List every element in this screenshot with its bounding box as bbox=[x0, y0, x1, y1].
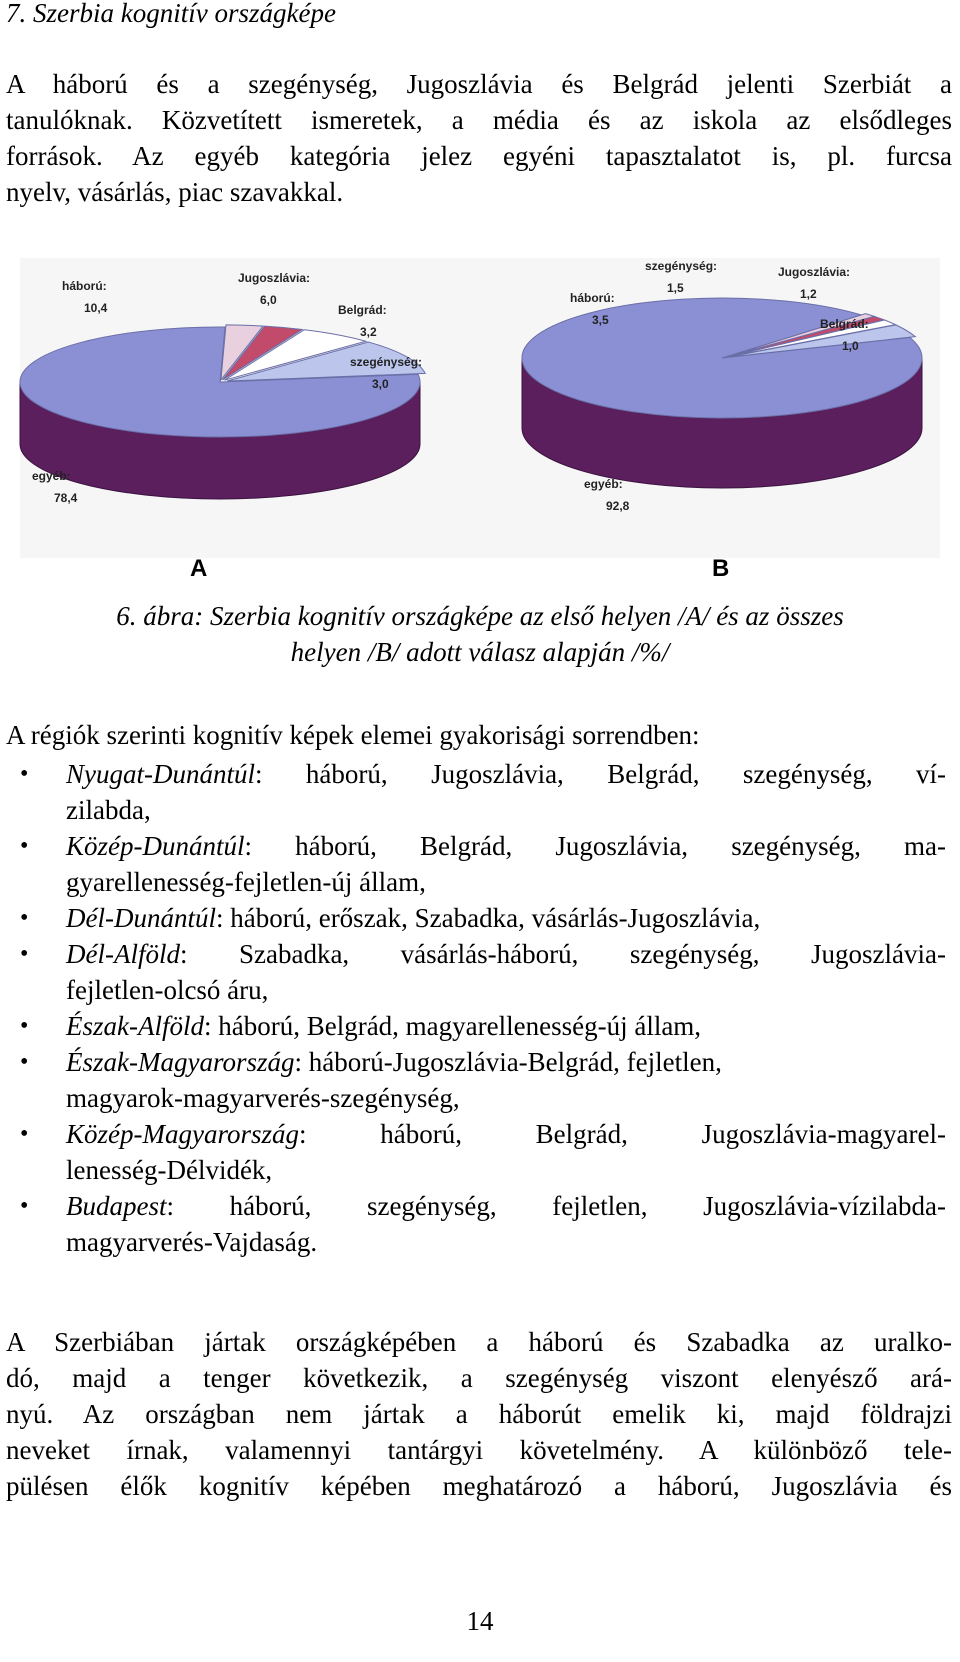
pie-charts bbox=[0, 258, 960, 598]
region-name: Közép-Dunántúl bbox=[66, 831, 245, 861]
closing-line: neveket írnak, valamennyi tantárgyi követelmény. A különböző tele- bbox=[6, 1435, 952, 1465]
closing-line: pülésen élők kognitív képében meghatározó a háború, Jugoszlávia és bbox=[6, 1471, 952, 1501]
region-line bbox=[66, 972, 960, 1008]
region-text: lenesség-Délvidék, bbox=[66, 1155, 273, 1185]
caption-line: 6. ábra: Szerbia kognitív országképe az első helyen /A/ és az összes bbox=[116, 601, 844, 631]
region-line bbox=[66, 1008, 960, 1044]
region-text: fejletlen-olcsó áru, bbox=[66, 975, 269, 1005]
region-text: : Szabadka, vásárlás-háború, szegénység, Jugoszlávia- bbox=[179, 939, 946, 969]
closing-line: A Szerbiában jártak országképében a háború és Szabadka az uralko- bbox=[6, 1327, 952, 1357]
intro-paragraph bbox=[6, 66, 952, 210]
region-line bbox=[66, 1044, 960, 1080]
slice-label: Jugoszlávia: bbox=[778, 265, 851, 279]
page-number: 14 bbox=[466, 1606, 494, 1636]
region-text: gyarellenesség-fejletlen-új állam, bbox=[66, 867, 426, 897]
caption-line: helyen /B/ adott válasz alapján /%/ bbox=[290, 637, 670, 667]
figure-caption bbox=[0, 598, 960, 670]
slice-value-label: 1,2 bbox=[800, 287, 817, 301]
region-line bbox=[66, 756, 946, 792]
region-text: : háború-Jugoszlávia-Belgrád, fejletlen, bbox=[294, 1047, 722, 1077]
bullet-icon: • bbox=[20, 941, 29, 967]
region-name: Észak-Alföld bbox=[66, 1011, 204, 1041]
slice-label: egyéb: bbox=[584, 477, 623, 491]
region-list bbox=[0, 756, 960, 1260]
bullet-icon: • bbox=[20, 1193, 29, 1219]
slice-value-label: 10,4 bbox=[84, 301, 108, 315]
closing-line: nyú. Az országban nem jártak a háborút emelik ki, majd földrajzi bbox=[6, 1399, 952, 1429]
region-text: : háború, Belgrád, magyarellenesség-új állam, bbox=[203, 1011, 702, 1041]
region-list-item bbox=[0, 1044, 960, 1116]
region-name: Észak-Magyarország bbox=[66, 1047, 295, 1077]
region-text: : háború, Belgrád, Jugoszlávia, szegénység, ma- bbox=[244, 831, 946, 861]
panel-label-b: B bbox=[712, 555, 730, 582]
slice-label: szegénység: bbox=[645, 259, 718, 273]
region-list-item bbox=[0, 900, 960, 936]
bullet-icon: • bbox=[20, 1013, 29, 1039]
region-text: magyarok-magyarverés-szegénység, bbox=[66, 1083, 460, 1113]
region-list-item bbox=[0, 1008, 960, 1044]
region-name: Dél-Dunántúl bbox=[66, 903, 216, 933]
slice-value-label: 6,0 bbox=[260, 293, 277, 307]
bullet-icon: • bbox=[20, 1121, 29, 1147]
slice-label: egyéb: bbox=[32, 469, 71, 483]
region-line bbox=[66, 1224, 960, 1260]
region-line bbox=[66, 864, 960, 900]
list-intro: A régiók szerinti kognitív képek elemei gyakorisági sorrendben: bbox=[6, 720, 700, 750]
closing-line: dó, majd a tenger következik, a szegénység viszont elenyésző ará- bbox=[6, 1363, 952, 1393]
region-text: : háború, Jugoszlávia, Belgrád, szegénység, ví- bbox=[255, 759, 946, 789]
bullet-icon: • bbox=[20, 761, 29, 787]
slice-value-label: 3,5 bbox=[592, 313, 609, 327]
section-heading: 7. Szerbia kognitív országképe bbox=[6, 0, 336, 28]
region-name: Közép-Magyarország bbox=[66, 1119, 299, 1149]
region-text: : háború, Belgrád, Jugoszlávia-magyarel- bbox=[299, 1119, 946, 1149]
region-text: zilabda, bbox=[66, 795, 151, 825]
slice-label: szegénység: bbox=[350, 355, 423, 369]
region-text: : háború, erőszak, Szabadka, vásárlás-Jugoszlávia, bbox=[215, 903, 761, 933]
bullet-icon: • bbox=[20, 905, 29, 931]
bullet-icon: • bbox=[20, 1049, 29, 1075]
region-line bbox=[66, 900, 960, 936]
intro-line: nyelv, vásárlás, piac szavakkal. bbox=[6, 177, 344, 207]
region-name: Dél-Alföld bbox=[66, 939, 180, 969]
slice-value-label: 78,4 bbox=[54, 491, 78, 505]
intro-line: tanulóknak. Közvetített ismeretek, a média és az iskola az elsődleges bbox=[6, 105, 952, 135]
region-line bbox=[66, 792, 960, 828]
bullet-icon: • bbox=[20, 833, 29, 859]
closing-paragraph bbox=[6, 1324, 952, 1504]
slice-value-label: 92,8 bbox=[606, 499, 630, 513]
region-list-item bbox=[0, 936, 960, 1008]
intro-line: A háború és a szegénység, Jugoszlávia és Belgrád jelenti Szerbiát a bbox=[6, 69, 952, 99]
region-list-item bbox=[0, 1188, 960, 1260]
region-list-item bbox=[0, 1116, 960, 1188]
slice-label: háború: bbox=[62, 279, 107, 293]
region-line bbox=[66, 1080, 960, 1116]
region-line bbox=[66, 1116, 946, 1152]
region-list-item bbox=[0, 756, 960, 828]
slice-value-label: 3,2 bbox=[360, 325, 377, 339]
slice-value-label: 1,0 bbox=[842, 339, 859, 353]
panel-label-a: A bbox=[190, 555, 208, 582]
region-text: : háború, szegénység, fejletlen, Jugoszlávia-vízilabda- bbox=[166, 1191, 946, 1221]
region-text: magyarverés-Vajdaság. bbox=[66, 1227, 318, 1257]
region-line bbox=[66, 1152, 960, 1188]
region-line bbox=[66, 828, 946, 864]
region-list-item bbox=[0, 828, 960, 900]
slice-value-label: 1,5 bbox=[667, 281, 684, 295]
pie-chart-figure bbox=[0, 258, 960, 598]
intro-line: források. Az egyéb kategória jelez egyéni tapasztalatot is, pl. furcsa bbox=[6, 141, 952, 171]
region-line bbox=[66, 1188, 946, 1224]
slice-label: Belgrád: bbox=[338, 303, 387, 317]
slice-label: Jugoszlávia: bbox=[238, 271, 311, 285]
slice-label: Belgrád: bbox=[820, 317, 869, 331]
slice-label: háború: bbox=[570, 291, 615, 305]
region-line bbox=[66, 936, 946, 972]
pie-chart-a bbox=[20, 325, 425, 499]
region-name: Budapest bbox=[66, 1191, 167, 1221]
slice-value-label: 3,0 bbox=[372, 377, 389, 391]
region-name: Nyugat-Dunántúl bbox=[66, 759, 255, 789]
